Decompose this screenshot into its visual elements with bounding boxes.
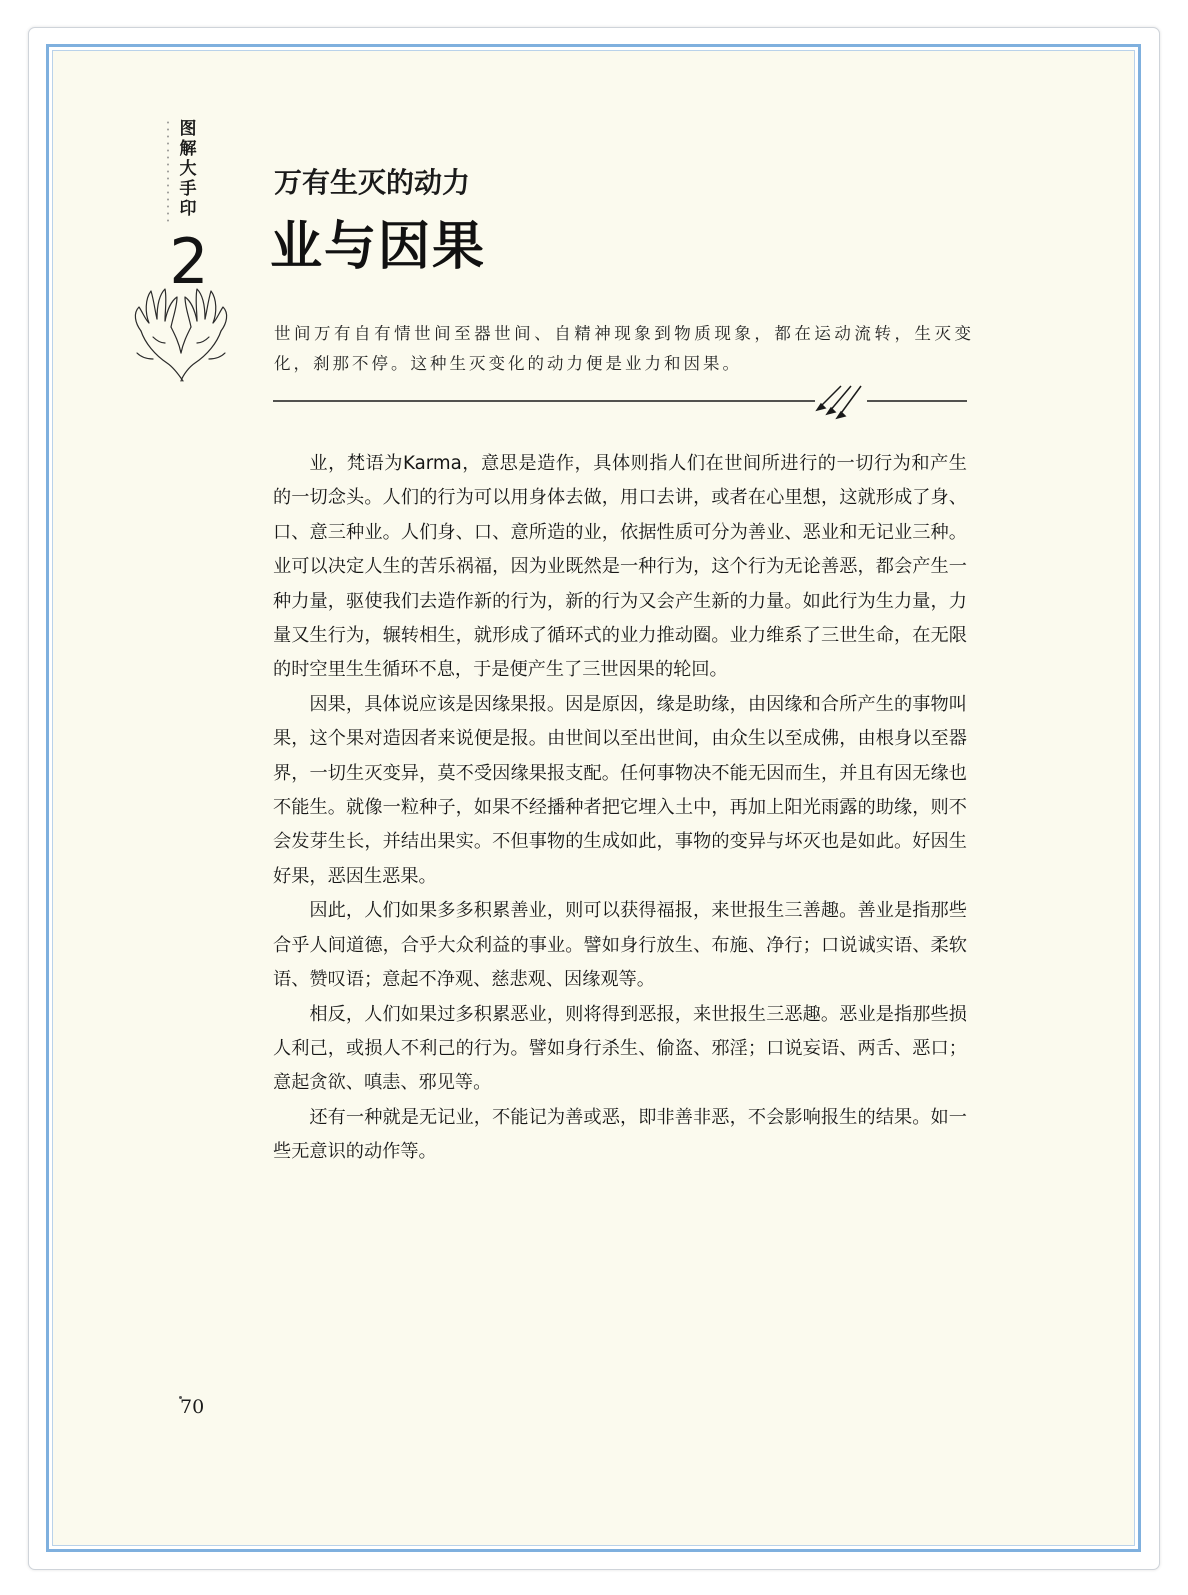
- body-paragraph: 因果，具体说应该是因缘果报。因是原因，缘是助缘，由因缘和合所产生的事物叫果，这个果对造因者来说便是报。由世间以至出世间，由众生以至成佛，由根身以至器界，一切生灭变异，莫不受因缘果报支配。任何事物决不能无因而生，并且有因无缘也不能生。就像一粒种子，如果不经播种者把它埋入土中，再加上阳光雨露的助缘，则不会发芽生长，并结出果实。不但事物的生成如此，事物的变异与坏灭也是如此。好因生好果，恶因生恶果。: [273, 693, 967, 887]
- chapter-number: 2: [169, 225, 209, 298]
- series-title: 图解大手印: [179, 119, 197, 219]
- book-page: [52, 50, 1135, 1546]
- page-number: 70: [180, 1396, 205, 1418]
- dotted-margin-decoration: [165, 119, 171, 223]
- body-paragraph: 还有一种就是无记业，不能记为善或恶，即非善非恶，不会影响报生的结果。如一些无意识的动作等。: [273, 1106, 967, 1163]
- chapter-kicker: 万有生灭的动力: [274, 166, 471, 199]
- arrows-divider-icon: [273, 378, 967, 424]
- body-paragraph: 相反，人们如果过多积累恶业，则将得到恶报，来世报生三恶趣。恶业是指那些损人利己，或损人不利己的行为。譬如身行杀生、偷盗、邪淫；口说妄语、两舌、恶口；意起贪欲、嗔恚、邪见等。: [273, 1003, 967, 1094]
- mudra-hands-icon: [127, 283, 235, 383]
- intro-paragraph: 世间万有自有情世间至器世间、自精神现象到物质现象，都在运动流转，生灭变化，刹那不停。这种生灭变化的动力便是业力和因果。: [274, 324, 974, 373]
- body-text: [273, 447, 967, 1170]
- body-paragraph: 因此，人们如果多多积累善业，则可以获得福报，来世报生三善趣。善业是指那些合乎人间道德，合乎大众利益的事业。譬如身行放生、布施、净行；口说诚实语、柔软语、赞叹语；意起不净观、慈悲观、因缘观等。: [273, 900, 967, 991]
- body-paragraph: 业，梵语为Karma，意思是造作，具体则指人们在世间所进行的一切行为和产生的一切念头。人们的行为可以用身体去做，用口去讲，或者在心里想，这就形成了身、口、意三种业。人们身、口、意所造的业，依据性质可分为善业、恶业和无记业三种。业可以决定人生的苦乐祸福，因为业既然是一种行为，这个行为无论善恶，都会产生一种力量，驱使我们去造作新的行为，新的行为又会产生新的力量。如此行为生力量，力量又生行为，辗转相生，就形成了循环式的业力推动圈。业力维系了三世生命，在无限的时空里生生循环不息，于是便产生了三世因果的轮回。: [273, 453, 967, 681]
- page-title: 业与因果: [270, 217, 487, 277]
